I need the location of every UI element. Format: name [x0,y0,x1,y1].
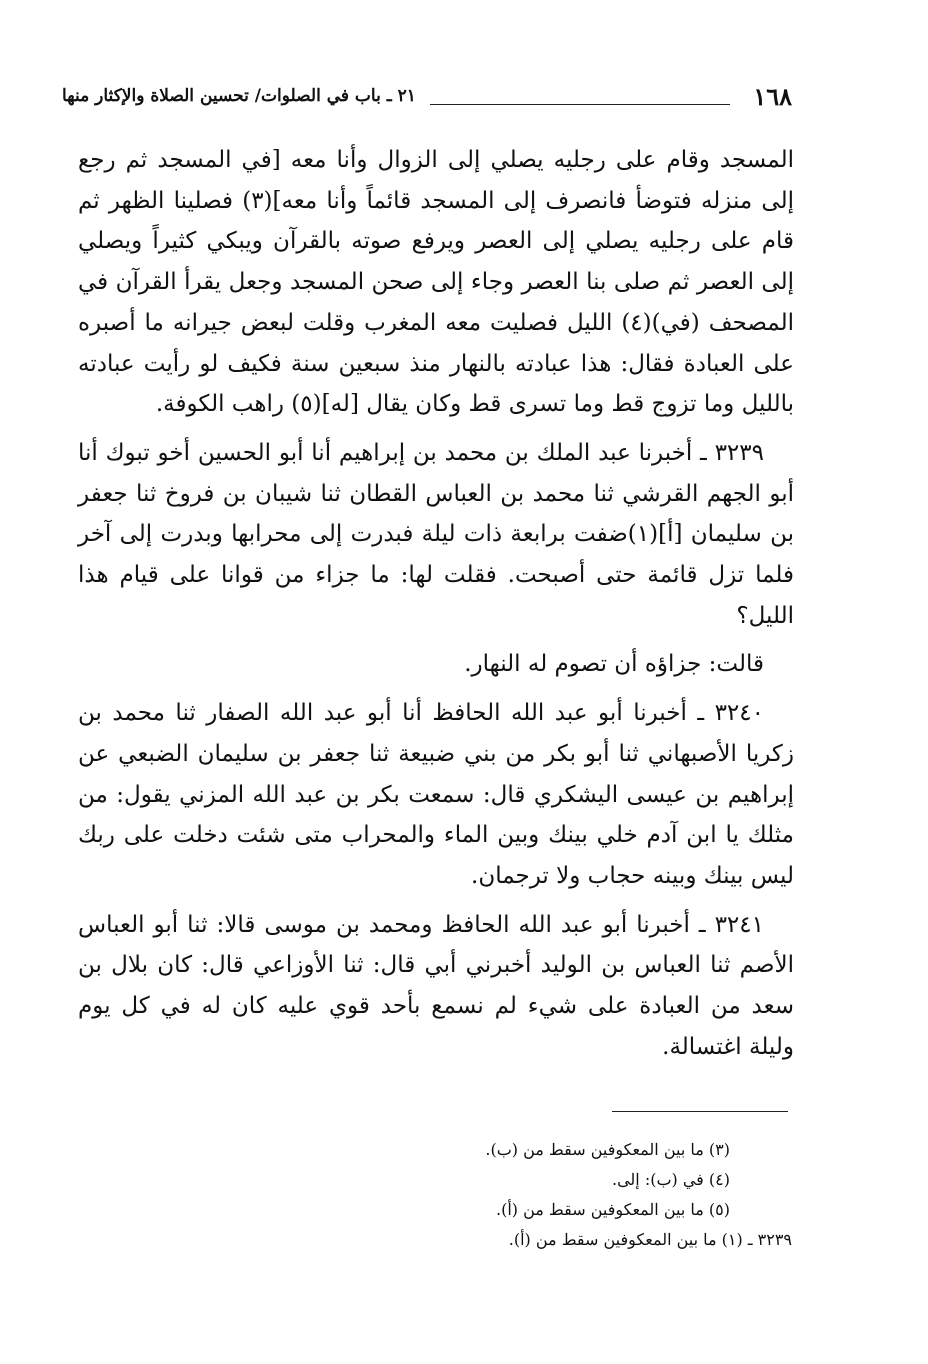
page-header [62,82,792,118]
main-text [78,140,794,1075]
footnote-4: (٤) في (ب): إلى. [611,1170,730,1189]
paragraph-3239: ٣٢٣٩ ـ أخبرنا عبد الملك بن محمد بن إبراهيم أنا أبو الحسين أخو تبوك أنا أبو الجهم القرشي ثنا محمد بن العباس القطان ثنا شيبان بن فروخ ثنا جعفر بن سليمان [أ](١)ضفت برابعة ذات ليلة فبدرت إلى محرابها وبدرت إلى آخر فلما تزل قائمة حتى أصبحت. فقلت لها: ما جزاء من قوانا على قيام هذا الليل؟ [78,439,794,629]
paragraph-answer: قالت: جزاؤه أن تصوم له النهار. [464,651,764,678]
footnote-separator [612,1111,788,1112]
footnote-3: (٣) ما بين المعكوفين سقط من (ب). [485,1140,730,1159]
page-number: ١٦٨ [753,82,792,111]
paragraph-3241: ٣٢٤١ ـ أخبرنا أبو عبد الله الحافظ ومحمد بن موسى قالا: ثنا أبو العباس الأصم ثنا العباس بن الوليد أخبرني أبي قال: ثنا الأوزاعي قال: كان بلال بن سعد من العبادة على شيء لم نسمع بأحد قوي عليه كان له في كل يوم وليلة اغتسالة. [78,911,794,1060]
header-rule [430,104,730,105]
footnote-3239-1: ٣٢٣٩ ـ (١) ما بين المعكوفين سقط من (أ). [508,1230,792,1249]
footnote-5: (٥) ما بين المعكوفين سقط من (أ). [495,1200,730,1219]
footnotes [300,1135,792,1255]
running-title: ٢١ ـ باب في الصلوات/ تحسين الصلاة والإكثار منها [62,86,416,106]
paragraph-3240: ٣٢٤٠ ـ أخبرنا أبو عبد الله الحافظ أنا أبو عبد الله الصفار ثنا محمد بن زكريا الأصبهاني ثنا أبو بكر من بني ضبيعة ثنا جعفر بن سليمان الضبعي عن إبراهيم بن عيسى اليشكري قال: سمعت بكر بن عبد الله المزني يقول: من مثلك يا ابن آدم خلي بينك وبين الماء والمحراب متى شئت دخلت على ربك ليس بينك وبينه حجاب ولا ترجمان. [78,700,794,889]
paragraph-continuation: المسجد وقام على رجليه يصلي إلى الزوال وأنا معه [في المسجد ثم رجع إلى منزله فتوضأ فانصرف إلى المسجد قائماً وأنا معه](٣) فصلينا الظهر ثم قام على رجليه يصلي إلى العصر ويرفع صوته بالقرآن ويبكي كثيراً ويصلي إلى العصر ثم صلى بنا العصر وجاء إلى صحن المسجد وجعل يقرأ القرآن في المصحف (في)(٤) الليل فصليت معه المغرب وقلت لبعض جيرانه ما أصبره على العبادة فقال: هذا عبادته بالنهار منذ سبعين سنة فكيف لو رأيت عبادته بالليل وما تزوج قط وما تسرى قط وكان يقال [له](٥) راهب الكوفة. [78,147,794,418]
